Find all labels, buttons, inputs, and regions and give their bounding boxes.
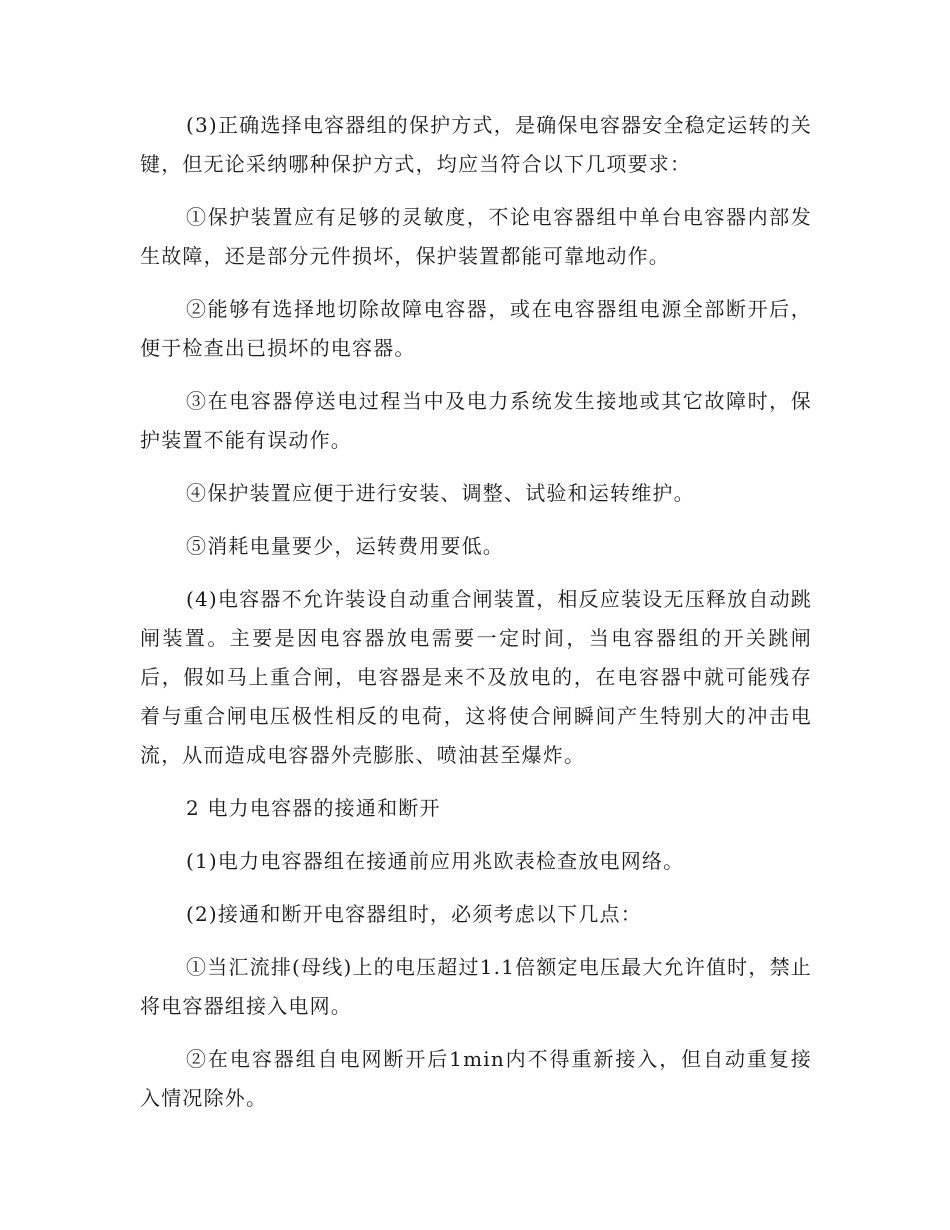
paragraph-switching-points: (2)接通和断开电容器组时，必须考虑以下几点：	[186, 902, 642, 926]
paragraph-requirement-3: ③在电容器停送电过程当中及电力系统发生接地或其它故障时，保护装置不能有误动作。	[140, 389, 812, 452]
paragraph-protection-method: (3)正确选择电容器组的保护方式，是确保电容器安全稳定运转的关键，但无论采纳哪种保护方式，均应当符合以下几项要求：	[140, 113, 812, 176]
paragraph-overvoltage-rule: ①当汇流排(母线)上的电压超过1.1倍额定电压最大允许值时，禁止将电容器组接入电网。	[140, 955, 812, 1018]
paragraph-requirement-4: ④保护装置应便于进行安装、调整、试验和运转维护。	[186, 481, 695, 505]
paragraph-no-auto-reclose: (4)电容器不允许装设自动重合闸装置，相反应装设无压释放自动跳闸装置。主要是因电容器放电需要一定时间，当电容器组的开关跳闸后，假如马上重合闸，电容器是来不及放电的，在电容器中就可能残存着与重合闸电压极性相反的电荷，这将使合闸瞬间产生特别大的冲击电流，从而造成电容器外壳膨胀、喷油甚至爆炸。	[140, 587, 812, 767]
document-body	[140, 106, 812, 1132]
paragraph-check-discharge: (1)电力电容器组在接通前应用兆欧表检查放电网络。	[186, 849, 685, 873]
section-heading-switching: 2 电力电容器的接通和断开	[186, 796, 441, 820]
paragraph-requirement-5: ⑤消耗电量要少，运转费用要低。	[186, 534, 504, 558]
paragraph-reconnect-rule: ②在电容器组自电网断开后1min内不得重新接入，但自动重复接入情况除外。	[140, 1047, 812, 1110]
paragraph-requirement-1: ①保护装置应有足够的灵敏度，不论电容器组中单台电容器内部发生故障，还是部分元件损坏，保护装置都能可靠地动作。	[140, 205, 812, 268]
paragraph-requirement-2: ②能够有选择地切除故障电容器，或在电容器组电源全部断开后，便于检查出已损坏的电容器。	[140, 297, 812, 360]
